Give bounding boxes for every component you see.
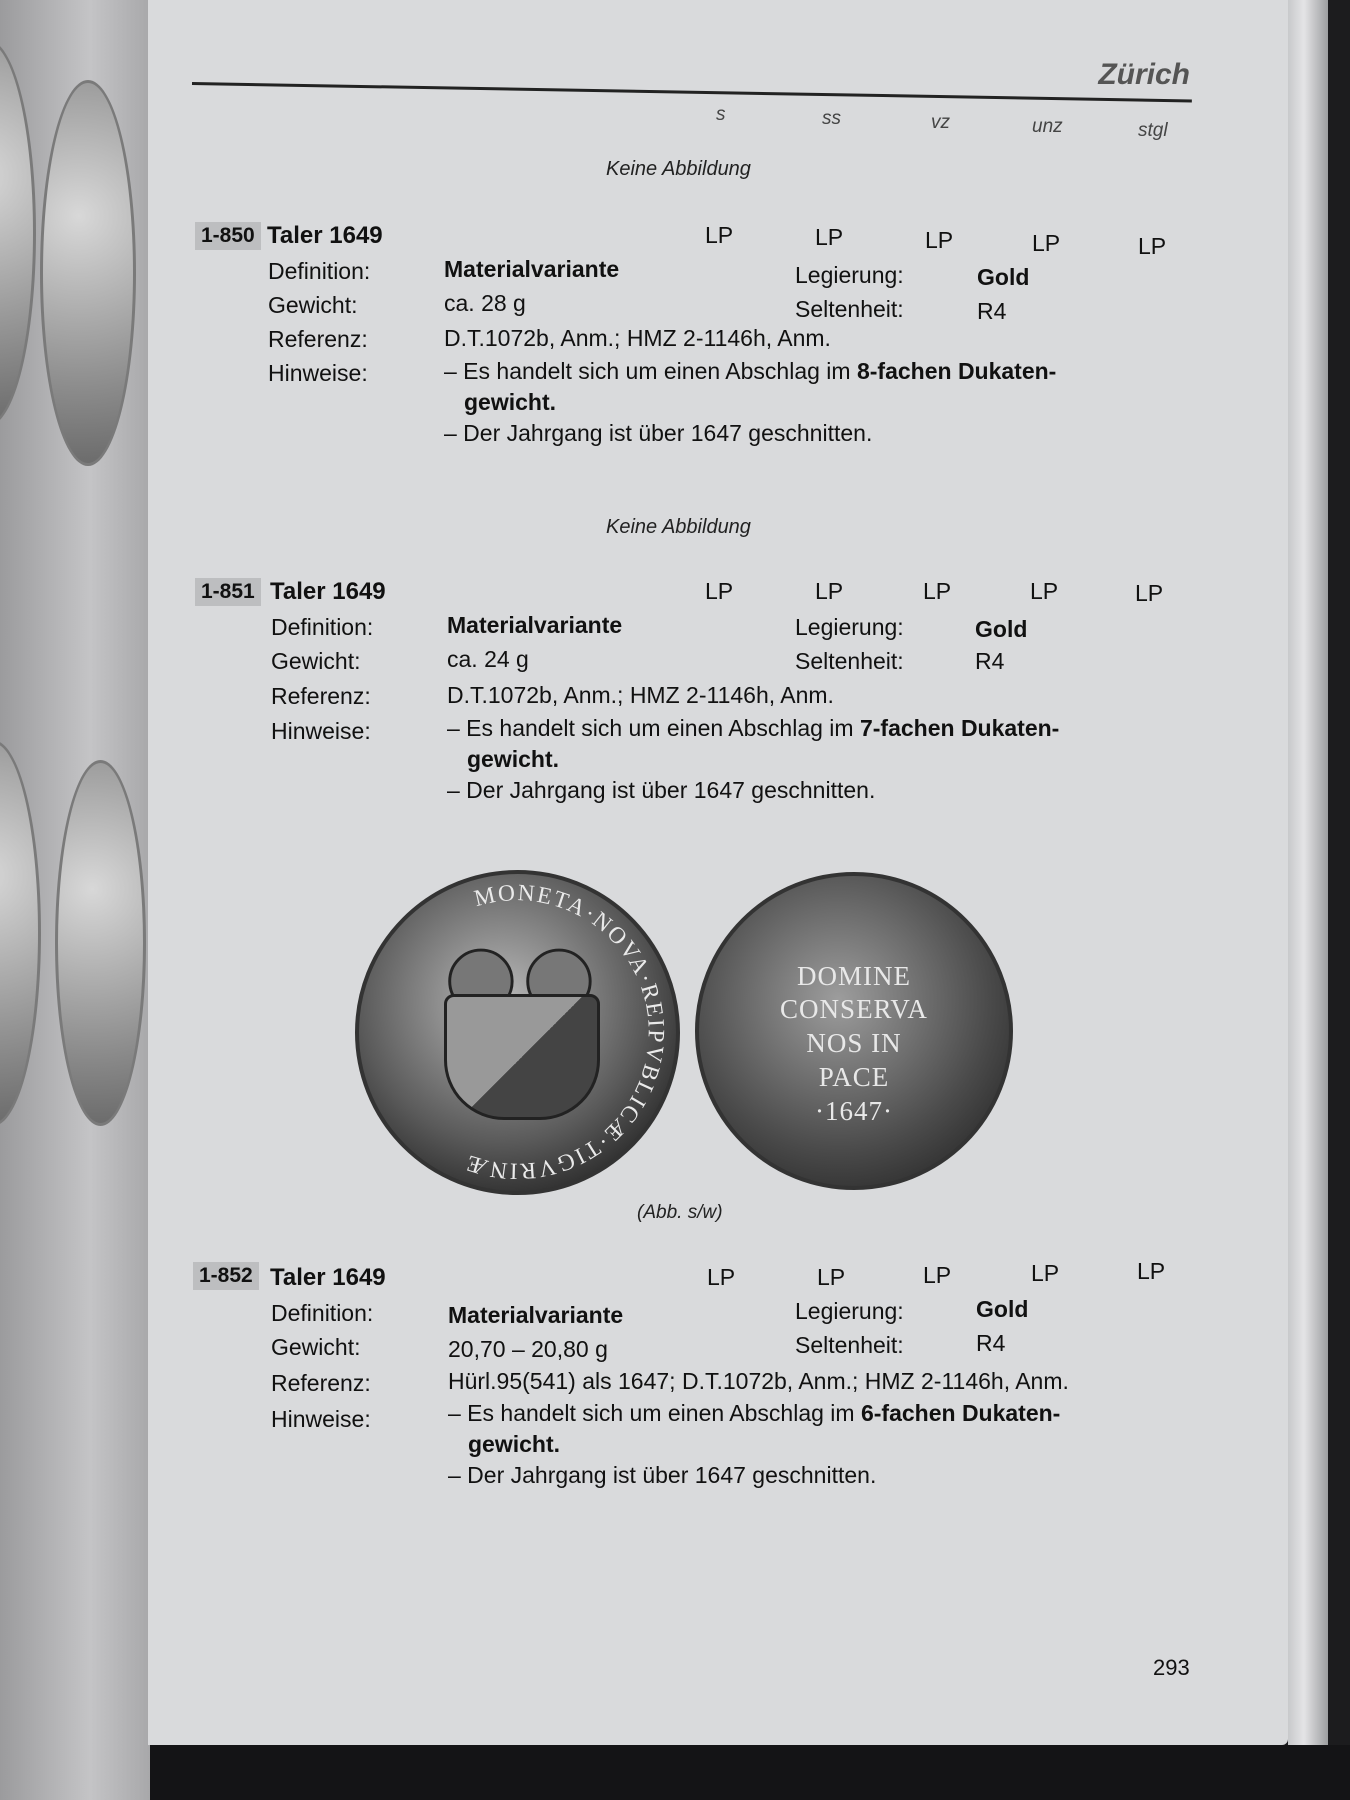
grade-ss: ss	[822, 108, 841, 129]
value-seltenheit: R4	[975, 648, 1005, 674]
coat-of-arms-icon	[444, 994, 600, 1120]
note-text: – Es handelt sich um einen Abschlag im	[444, 358, 857, 384]
value-definition: Materialvariante	[444, 256, 620, 282]
note-text: – Es handelt sich um einen Abschlag im	[448, 1400, 861, 1426]
left-coin-image	[0, 740, 41, 1126]
obverse-legend-text: MONETA·NOVA·REIPVBLICÆ·TIGVRINÆ	[461, 880, 669, 1184]
note-continuation: gewicht.	[468, 1431, 561, 1457]
catalog-entry	[195, 222, 1195, 472]
entry-title: Taler 1649	[270, 578, 386, 605]
left-coin-image	[0, 40, 36, 426]
label-gewicht: Gewicht:	[268, 292, 358, 318]
hinweise-notes	[444, 356, 1164, 449]
price-unz: LP	[1032, 230, 1061, 256]
value-referenz: D.T.1072b, Anm.; HMZ 2-1146h, Anm.	[447, 682, 834, 708]
value-seltenheit: R4	[977, 298, 1007, 324]
entry-title: Taler 1649	[267, 222, 383, 249]
left-coin-image	[40, 80, 136, 466]
note-continuation: gewicht.	[464, 389, 557, 415]
note-text: – Der Jahrgang ist über 1647 geschnitten.	[448, 1462, 877, 1488]
label-referenz: Referenz:	[271, 1370, 371, 1396]
price-s: LP	[707, 1264, 736, 1290]
label-referenz: Referenz:	[271, 683, 371, 709]
entry-number: 1-851	[195, 578, 261, 606]
background	[150, 1745, 1350, 1800]
value-gewicht: 20,70 – 20,80 g	[448, 1336, 608, 1362]
note-continuation: gewicht.	[467, 746, 560, 772]
grade-stgl: stgl	[1138, 120, 1168, 141]
label-gewicht: Gewicht:	[271, 1334, 361, 1360]
price-stgl: LP	[1135, 580, 1164, 606]
coin-reverse-image	[695, 872, 1013, 1190]
price-ss: LP	[815, 578, 844, 604]
label-hinweise: Hinweise:	[268, 360, 368, 386]
price-ss: LP	[815, 224, 844, 250]
note-text: – Der Jahrgang ist über 1647 geschnitten.	[444, 420, 873, 446]
catalog-entry	[195, 578, 1195, 828]
catalog-entry	[195, 1258, 1195, 1512]
reverse-line: CONSERVA	[780, 994, 928, 1024]
entry-number: 1-852	[193, 1262, 259, 1290]
value-legierung: Gold	[977, 264, 1030, 290]
price-s: LP	[705, 578, 734, 604]
value-gewicht: ca. 24 g	[447, 646, 529, 672]
left-coin-image	[55, 760, 146, 1126]
price-vz: LP	[923, 1262, 952, 1288]
value-definition: Materialvariante	[447, 612, 623, 638]
hinweise-notes	[447, 713, 1167, 806]
label-legierung: Legierung:	[795, 262, 904, 288]
reverse-line: DOMINE	[797, 961, 911, 991]
value-referenz: Hürl.95(541) als 1647; D.T.1072b, Anm.; HMZ 2-1146h, Anm.	[448, 1368, 1069, 1394]
reverse-line: PACE	[818, 1062, 890, 1092]
hinweise-notes	[448, 1398, 1168, 1491]
left-page	[0, 0, 150, 1800]
price-stgl: LP	[1137, 1258, 1166, 1284]
entry-title: Taler 1649	[270, 1264, 386, 1291]
note-bold: 6-fachen Dukaten-	[860, 1400, 1061, 1426]
grade-unz: unz	[1032, 116, 1063, 137]
price-s: LP	[705, 222, 734, 248]
label-seltenheit: Seltenheit:	[795, 1332, 904, 1358]
label-hinweise: Hinweise:	[271, 718, 371, 744]
value-seltenheit: R4	[976, 1330, 1006, 1356]
label-legierung: Legierung:	[795, 614, 904, 640]
label-definition: Definition:	[268, 258, 371, 284]
label-hinweise: Hinweise:	[271, 1406, 371, 1432]
coin-obverse-image	[355, 870, 680, 1195]
value-gewicht: ca. 28 g	[444, 290, 526, 316]
price-ss: LP	[817, 1264, 846, 1290]
image-caption: (Abb. s/w)	[637, 1202, 723, 1223]
value-legierung: Gold	[976, 1296, 1029, 1322]
label-seltenheit: Seltenheit:	[795, 648, 904, 674]
price-unz: LP	[1031, 1260, 1060, 1286]
note-text: – Es handelt sich um einen Abschlag im	[447, 715, 860, 741]
price-stgl: LP	[1138, 233, 1167, 259]
reverse-line: NOS IN	[806, 1028, 902, 1058]
label-legierung: Legierung:	[795, 1298, 904, 1324]
no-image-caption: Keine Abbildung	[606, 516, 751, 538]
price-unz: LP	[1030, 578, 1059, 604]
price-vz: LP	[925, 227, 954, 253]
entry-number: 1-850	[195, 222, 261, 250]
note-bold: 7-fachen Dukaten-	[859, 715, 1060, 741]
page-number: 293	[1153, 1655, 1190, 1680]
note-bold: 8-fachen Dukaten-	[856, 358, 1057, 384]
value-referenz: D.T.1072b, Anm.; HMZ 2-1146h, Anm.	[444, 325, 831, 351]
label-definition: Definition:	[271, 614, 374, 640]
value-legierung: Gold	[975, 616, 1028, 642]
label-definition: Definition:	[271, 1300, 374, 1326]
label-seltenheit: Seltenheit:	[795, 296, 904, 322]
label-referenz: Referenz:	[268, 326, 368, 352]
grade-vz: vz	[931, 112, 950, 133]
page-header-title: Zürich	[1098, 58, 1190, 91]
label-gewicht: Gewicht:	[271, 648, 361, 674]
no-image-caption: Keine Abbildung	[606, 158, 751, 180]
value-definition: Materialvariante	[448, 1302, 624, 1328]
reverse-line: ·1647·	[815, 1096, 893, 1126]
grade-s: s	[716, 104, 726, 125]
page-edge	[1288, 0, 1328, 1745]
note-text: – Der Jahrgang ist über 1647 geschnitten.	[447, 777, 876, 803]
price-vz: LP	[923, 578, 952, 604]
